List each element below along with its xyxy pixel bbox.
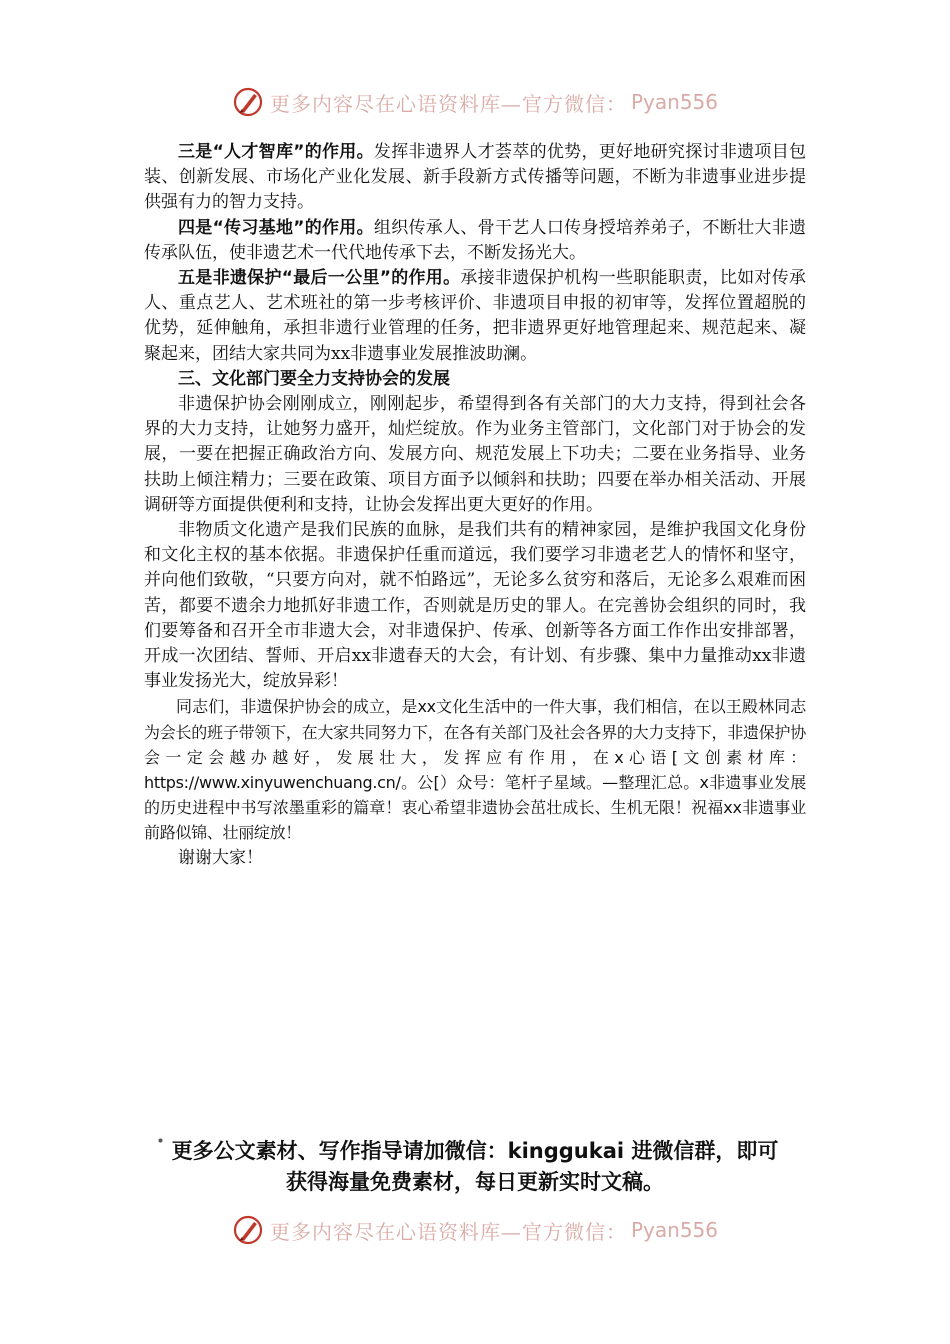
promo-line-2: 获得海量免费素材，每日更新实时文稿。 xyxy=(286,1170,664,1194)
paragraph-training-base xyxy=(144,216,806,266)
section-heading: 三、文化部门要全力支持协会的发展 xyxy=(178,368,450,389)
paragraph-heritage-bloodline: 非物质文化遗产是我们民族的血脉，是我们共有的精神家园，是维护我国文化身份和文化主权的基本依据。非遗保护任重而道远，我们要学习非遗老艺人的情怀和坚守，并向他们致敬，“只要方向对，就不怕路远”，无论多么贫穷和落后，无论多么艰难而困苦，都要不遗余力地抓好非遗工作，否则就是历史的罪人。在完善协会组织的同时，我们要筹备和召开全市非遗大会，对非遗保护、传承、创新等各方面工作作出安排部署，开成一次团结、誓师、开启xx非遗春天的大会，有计划、有步骤、集中力量推动xx非遗事业发扬光大，绽放异彩！ xyxy=(144,520,806,692)
footer-banner-text: 更多内容尽在心语资料库—官方微信： xyxy=(269,1219,627,1244)
paragraph-last-mile xyxy=(144,266,806,367)
paragraph-lead: 三是“人才智库”的作用。 xyxy=(178,142,374,162)
paragraph-lead: 四是“传习基地”的作用。 xyxy=(178,217,374,238)
paragraph-culture-dept-support: 非遗保护协会刚刚成立，刚刚起步，希望得到各有关部门的大力支持，得到社会各界的大力支持，让她努力盛开，灿烂绽放。作为业务主管部门，文化部门对于协会的发展，一要在把握正确政治方向、发展方向、规范发展上下功夫；二要在业务指导、业务扶助上倾注精力；三要在政策、项目方面予以倾斜和扶助；四要在举办相关活动、开展调研等方面提供便利和支持，让协会发挥出更大更好的作用。 xyxy=(144,394,806,515)
document-body xyxy=(144,140,806,871)
header-banner-wechat-id: Pyan556 xyxy=(630,90,718,114)
paragraph-body: 发挥非遗界人才荟萃的优势，更好地研究探讨非遗项目包装、创新发展、市场化产业化发展、新手段新方式传播等问题，不断为非遗事业进步提供强有力的智力支持。 xyxy=(144,142,806,213)
paragraph-body: 承接非遗保护机构一些职能职责，比如对传承人、重点艺人、艺术班社的第一步考核评价、非遗项目申报的初审等，发挥位置超脱的优势，延伸触角，承担非遗行业管理的任务，把非遗界更好地管理起来、规范起来、凝聚起来，团结大家共同为xx非遗事业发展推波助澜。 xyxy=(144,268,806,364)
promo-block xyxy=(120,1136,830,1198)
promo-line-1: 更多公文素材、写作指导请加微信：kinggukai 进微信群，即可 xyxy=(171,1139,779,1163)
footer-banner-wechat-id: Pyan556 xyxy=(630,1218,718,1242)
paragraph-lead: 五是非遗保护“最后一公里”的作用。 xyxy=(178,268,461,289)
header-banner xyxy=(0,82,950,122)
paragraph-body: 组织传承人、骨干艺人口传身授培养弟子，不断壮大非遗传承队伍，使非遗艺术一代代地传承下去，不断发扬光大。 xyxy=(144,217,806,263)
header-banner-text: 更多内容尽在心语资料库—官方微信： xyxy=(269,91,627,116)
paragraph-talent-think-tank xyxy=(144,140,806,216)
paragraph-comrades: 同志们，非遗保护协会的成立，是xx文化生活中的一件大事，我们相信，在以王殿林同志为会长的班子带领下，在大家共同努力下，在各有关部门及社会各界的大力支持下，非遗保护协会一定会越办越好，发展壮大，发挥应有作用，在x心语[文创素材库：https://www.xinyuwenchuang.cn/。公[）众号：笔杆子星域。—整理汇总。x非遗事业发展的历史进程中书写浓墨重彩的篇章！衷心希望非遗协会茁壮成长、生机无限！祝福xx非遗事业前路似锦、壮丽绽放！ xyxy=(144,697,806,843)
brush-pen-logo-icon xyxy=(232,1214,264,1246)
closing-thanks: 谢谢大家！ xyxy=(178,847,263,868)
footer-banner xyxy=(0,1210,950,1250)
brush-pen-logo-icon xyxy=(232,86,264,118)
